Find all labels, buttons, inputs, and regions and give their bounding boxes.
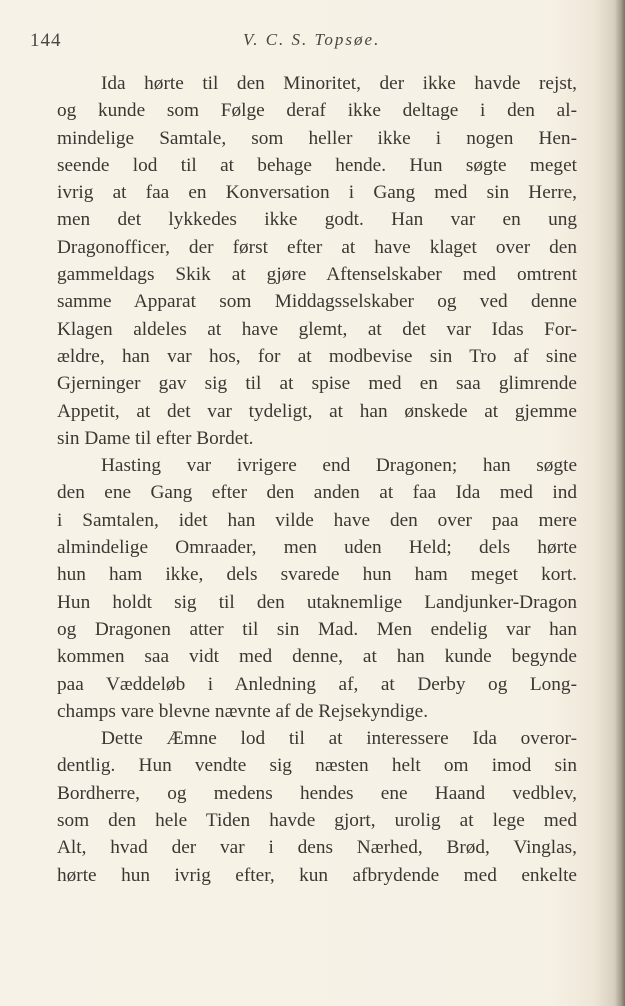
page-edge-shadow <box>615 0 625 1006</box>
page-header <box>30 30 550 54</box>
text-line: Appetit, at det var tydeligt, at han ønskede at gjemme <box>57 400 577 422</box>
text-line: seende lod til at behage hende. Hun søgte meget <box>57 154 577 176</box>
text-line: kommen saa vidt med denne, at han kunde begynde <box>57 646 577 668</box>
text-line: Alt, hvad der var i dens Nærhed, Brød, Vinglas, <box>57 837 577 859</box>
text-line: Hasting var ivrigere end Dragonen; han søgte <box>101 455 577 477</box>
text-line: Dette Æmne lod til at interessere Ida overor- <box>101 728 577 750</box>
text-line: Ida hørte til den Minoritet, der ikke havde rejst, <box>101 73 577 94</box>
text-line: paa Væddeløb i Anledning af, at Derby og Long- <box>57 673 577 695</box>
text-line: Bordherre, og medens hendes ene Haand vedblev, <box>57 782 577 804</box>
text-line: ivrig at faa en Konversation i Gang med sin Herre, <box>57 182 577 204</box>
text-line: mindelige Samtale, som heller ikke i nogen Hen- <box>57 127 577 149</box>
body-text <box>57 70 577 889</box>
text-line: Dragonofficer, der først efter at have klaget over den <box>57 236 577 258</box>
text-line: Hun holdt sig til den utaknemlige Landjunker-Dragon <box>57 591 577 613</box>
text-line: som den hele Tiden havde gjort, urolig at lege med <box>57 810 577 832</box>
text-line: samme Apparat som Middagsselskaber og ved denne <box>57 291 577 313</box>
text-line: den ene Gang efter den anden at faa Ida med ind <box>57 482 577 504</box>
text-line: almindelige Omraader, men uden Held; dels hørte <box>57 537 577 559</box>
text-line: hun ham ikke, dels svarede hun ham meget kort. <box>57 564 577 586</box>
page-number: 144 <box>30 30 62 51</box>
text-line: Gjerninger gav sig til at spise med en saa glimrende <box>57 373 577 395</box>
text-line: i Samtalen, idet han vilde have den over paa mere <box>57 509 577 531</box>
text-line: gammeldags Skik at gjøre Aftenselskaber med omtrent <box>57 264 577 286</box>
text-line: dentlig. Hun vendte sig næsten helt om imod sin <box>57 755 577 777</box>
text-line: men det lykkedes ikke godt. Han var en ung <box>57 209 577 231</box>
running-head: V. C. S. Topsøe. <box>243 30 381 49</box>
text-line: og Dragonen atter til sin Mad. Men endelig var han <box>57 618 577 640</box>
text-line: champs vare blevne nævnte af de Rejsekyndige. <box>57 700 429 722</box>
text-line: hørte hun ivrig efter, kun afbrydende med enkelte <box>57 864 577 886</box>
text-line: Klagen aldeles at have glemt, at det var Idas For- <box>57 318 577 340</box>
text-line: ældre, han var hos, for at modbevise sin Tro af sine <box>57 345 577 367</box>
text-line: og kunde som Følge deraf ikke deltage i den al- <box>57 100 577 122</box>
text-line: sin Dame til efter Bordet. <box>57 427 254 449</box>
